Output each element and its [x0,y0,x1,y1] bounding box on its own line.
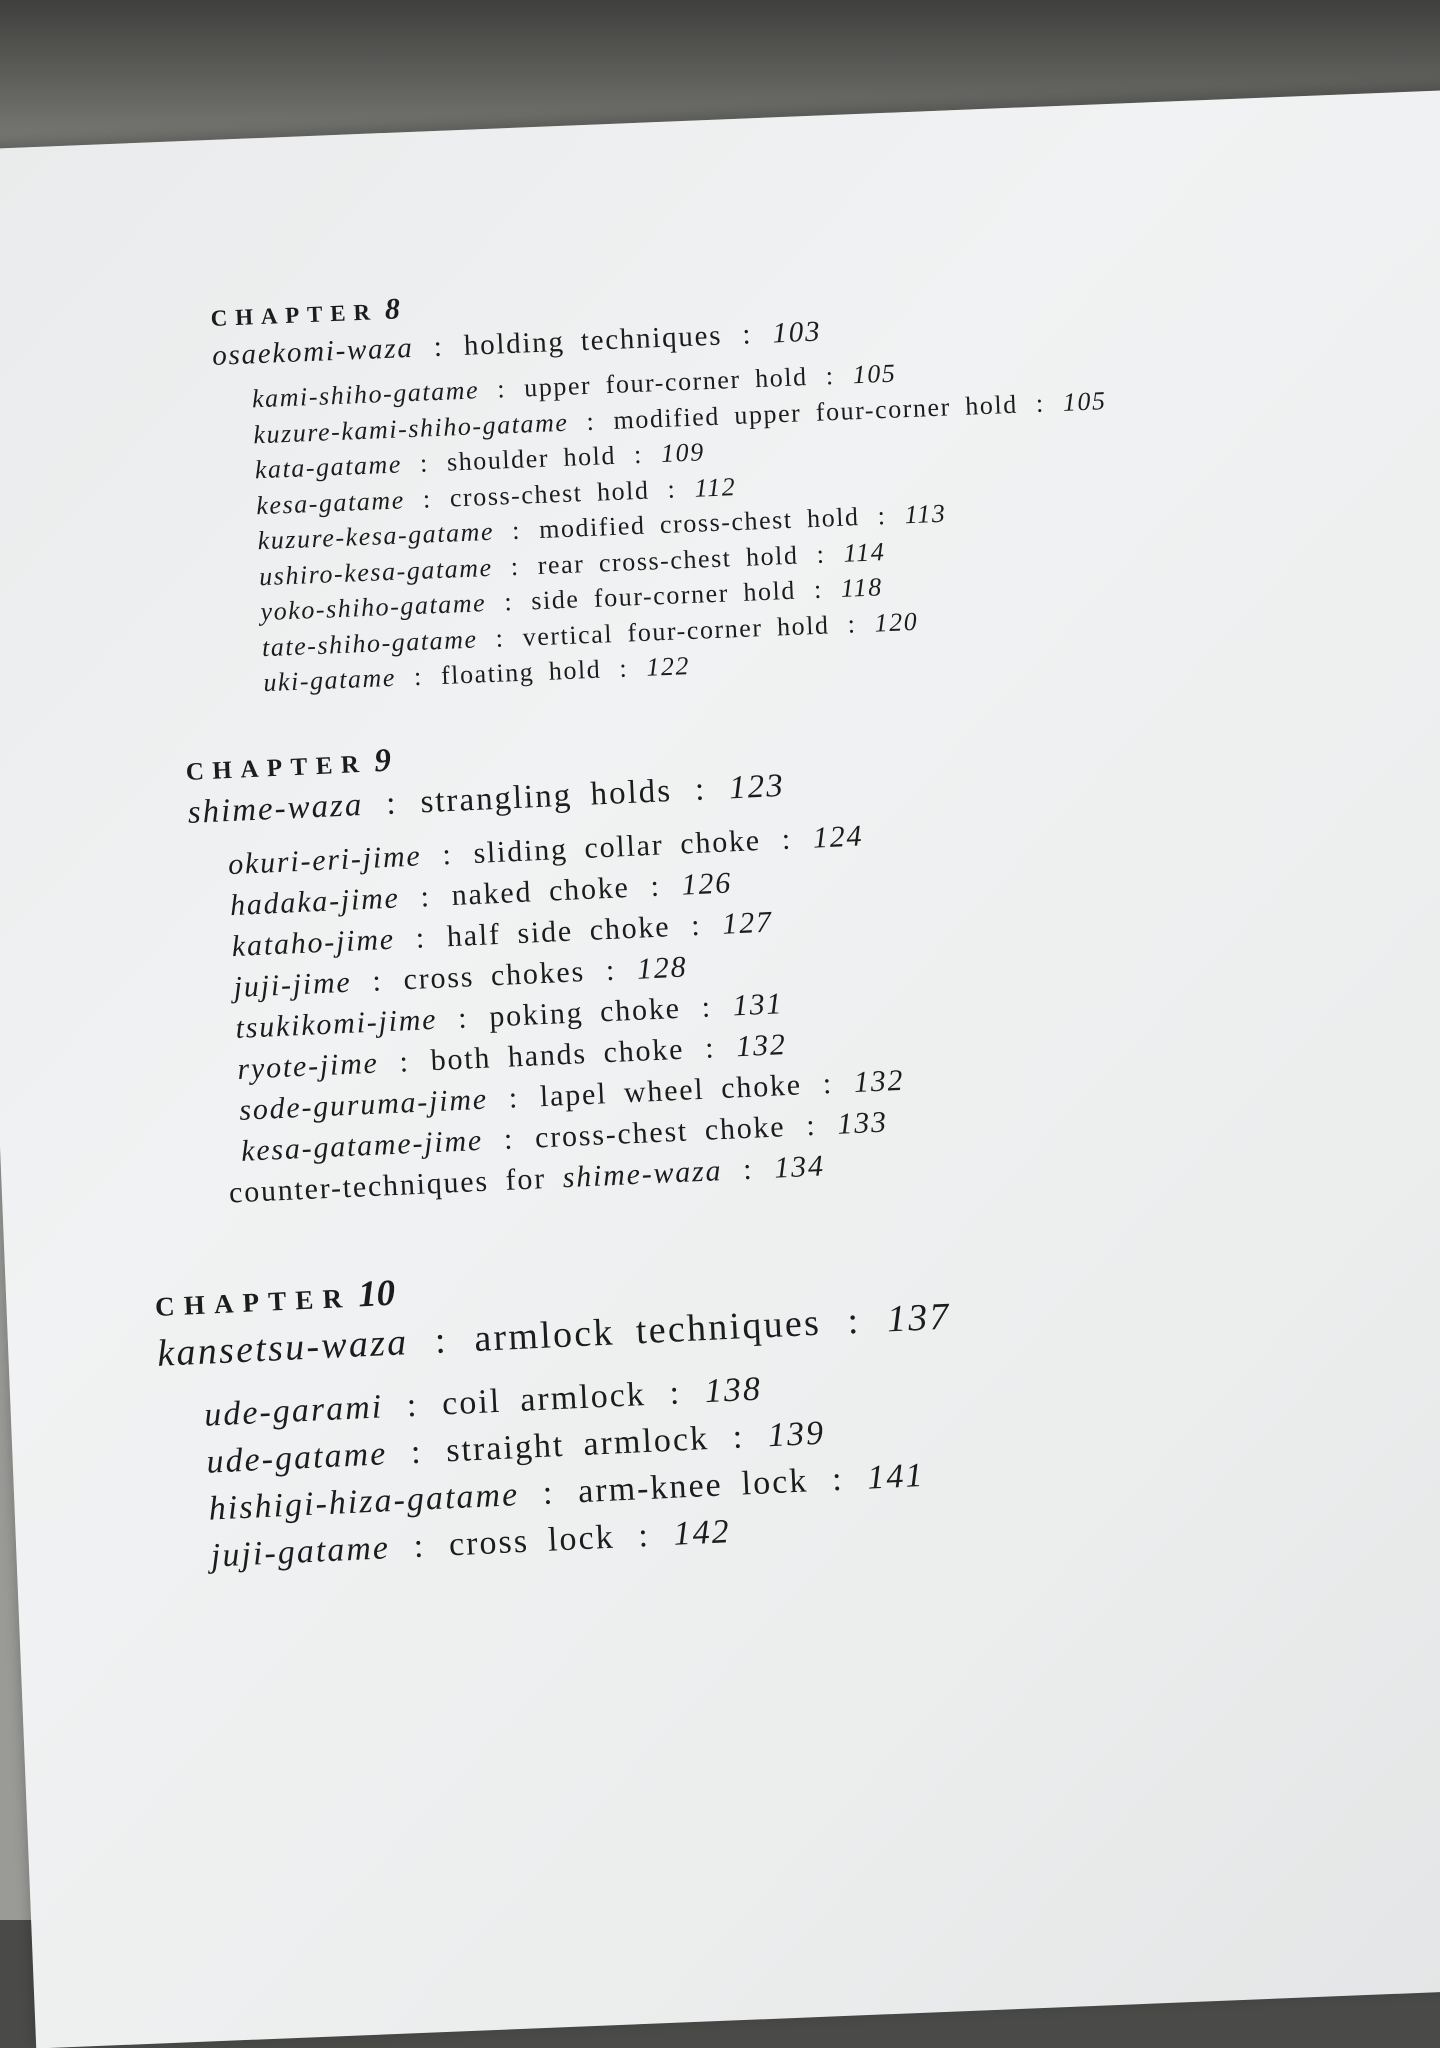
entry-description: cross-chest choke [534,1110,787,1155]
heading-page: 103 [771,315,822,350]
entry-description: shoulder hold [446,440,617,477]
entry-term: shime-waza [561,1154,723,1195]
heading-term: kansetsu-waza [156,1321,410,1375]
entry-term: hishigi-hiza-gatame [207,1476,520,1528]
entry-description: cross lock [448,1518,616,1564]
entry-description: naked choke [450,870,631,913]
entry-description: sliding collar choke [472,823,762,870]
entry-page: 138 [703,1370,763,1411]
entry-term: juji-jime [232,965,353,1005]
list-item: hadaka-jime : naked choke : 126 [229,866,733,923]
entry-term: okuri-eri-jime [227,839,423,882]
heading-description: armlock techniques [473,1301,822,1360]
heading-description: holding techniques [463,319,723,362]
entry-page: 124 [812,819,865,855]
entry-description: cross-chest hold [449,475,650,513]
entry-list [251,347,1117,701]
entry-term: kesa-gatame-jime [240,1123,484,1168]
list-item: kataho-jime : half side choke : 127 [231,905,774,964]
list-item: ude-garami : coil armlock : 138 [203,1370,763,1434]
entry-term: ryote-jime [236,1046,380,1086]
entry-page: 132 [853,1063,906,1099]
list-item: sode-guruma-jime : lapel wheel choke : 132 [238,1063,906,1127]
entry-description: floating hold [440,654,602,691]
entry-page: 105 [852,358,897,390]
entry-description: modified upper four-corner hold [612,389,1019,435]
list-item: ude-gatame : straight armlock : 139 [205,1414,826,1481]
list-item: juji-jime : cross chokes : 128 [232,950,689,1005]
entry-term: sode-guruma-jime [238,1082,489,1127]
entry-term: ushiro-kesa-gatame [258,552,494,591]
entry-page: 133 [836,1105,889,1141]
entry-list [227,814,909,1213]
entry-page: 113 [904,498,947,530]
entry-page: 112 [693,471,737,503]
entry-page: 118 [840,572,884,603]
list-item: uki-gatame : floating hold : 122 [262,651,691,698]
entry-term: kata-gatame [254,449,403,485]
entry-description: arm-knee lock [577,1462,810,1511]
entry-description: counter-techniques for [228,1162,547,1210]
list-item: juji-gatame : cross lock : 142 [210,1513,732,1575]
entry-page: 105 [1062,385,1108,417]
chapter-heading: osaekomi-waza : holding techniques : 103 [211,315,822,372]
heading-description: strangling holds [419,772,673,821]
chapter-9-section [185,720,909,1214]
chapter-label: CHAPTER [154,1282,352,1322]
entry-term: tsukikomi-jime [234,1002,438,1045]
entry-description: half side choke [446,910,672,954]
entry-description: modified cross-chest hold [538,502,861,544]
entry-term: tate-shiho-gatame [261,624,479,662]
entry-term: hadaka-jime [229,881,401,923]
entry-page: 134 [773,1149,826,1185]
chapter-8-section [210,264,1117,702]
entry-description: upper four-corner hold [523,362,809,403]
entry-page: 127 [721,905,774,941]
chapter-10-section [154,1246,961,1582]
entry-description: vertical four-corner hold [522,609,831,652]
entry-page: 142 [672,1513,732,1553]
heading-page: 123 [728,767,786,807]
list-item: ushiro-kesa-gatame : rear cross-chest hold : 114 [258,536,886,591]
heading-term: osaekomi-waza [211,331,415,372]
entry-description: poking choke [488,991,682,1034]
chapter-number: 9 [373,742,392,780]
chapter-heading: kansetsu-waza : armlock techniques : 137 [156,1295,952,1375]
entry-term: ude-gatame [205,1435,389,1481]
entry-page: 122 [645,651,691,682]
heading-term: shime-waza [186,786,365,831]
entry-description: cross chokes [402,955,586,997]
entry-page: 139 [767,1414,826,1455]
entry-page: 128 [636,950,689,986]
entry-term: kesa-gatame [255,484,406,520]
list-item: kuzure-kesa-gatame : modified cross-chest hold : 113 [257,498,947,556]
entry-term: kami-shiho-gatame [251,375,480,414]
entry-term: kataho-jime [231,922,396,964]
entry-list [203,1356,961,1579]
list-item: kuzure-kami-shiho-gatame : modified upper four-corner hold : 105 [252,385,1108,449]
entry-term: kuzure-kesa-gatame [257,516,495,556]
list-item: ryote-jime : both hands choke : 132 [236,1028,788,1086]
list-item: kesa-gatame-jime : cross-chest choke : 133 [240,1105,889,1168]
entry-page: 141 [866,1456,926,1497]
list-item: yoko-shiho-gatame : side four-corner hold : 118 [259,572,884,627]
list-item: tsukikomi-jime : poking choke : 131 [234,987,784,1045]
list-item: kata-gatame : shoulder hold : 109 [254,437,706,485]
entry-description: rear cross-chest hold [537,540,799,580]
entry-description: coil armlock [441,1375,647,1423]
entry-term: uki-gatame [262,662,397,698]
chapter-label: CHAPTER [185,750,369,786]
entry-term: ude-garami [203,1388,385,1434]
chapter-number: 8 [384,292,401,326]
entry-page: 120 [873,606,919,638]
heading-page: 137 [885,1295,952,1341]
chapter-number: 10 [357,1272,397,1316]
entry-page: 126 [680,866,733,902]
list-item: kesa-gatame : cross-chest hold : 112 [255,471,737,520]
entry-term: yoko-shiho-gatame [259,588,487,627]
entry-page: 114 [842,536,886,568]
entry-page: 131 [732,987,784,1023]
entry-term: juji-gatame [210,1529,391,1575]
list-item: counter-techniques for shime-waza : 134 [228,1149,826,1210]
list-item: hishigi-hiza-gatame : arm-knee lock : 141 [207,1456,926,1528]
entry-page: 132 [735,1028,788,1064]
list-item: kami-shiho-gatame : upper four-corner hold : 105 [251,358,897,414]
entry-description: lapel wheel choke [539,1068,803,1114]
chapter-label: CHAPTER [210,299,379,331]
entry-page: 109 [660,437,706,469]
list-item: tate-shiho-gatame : vertical four-corner hold : 120 [261,606,919,662]
entry-description: side four-corner hold [530,575,797,616]
entry-description: both hands choke [429,1032,685,1078]
chapter-heading: shime-waza : strangling holds : 123 [186,767,786,831]
entry-description: straight armlock [445,1420,710,1470]
list-item: okuri-eri-jime : sliding collar choke : 124 [227,819,865,882]
entry-term: kuzure-kami-shiho-gatame [252,407,569,449]
